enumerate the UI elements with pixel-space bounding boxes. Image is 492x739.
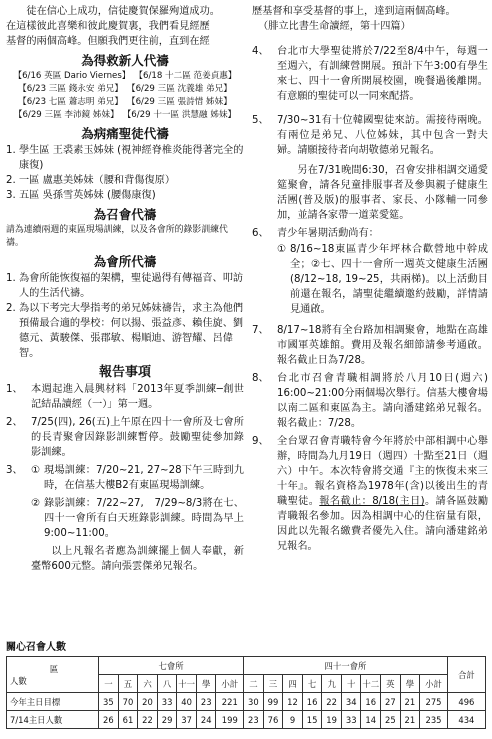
- salvation-item: 【6/16 英區 Dario Viernes】: [13, 71, 131, 81]
- report-tail: 以上凡報名者應為訓練擺上個人奉獻，新臺幣600元整。請向張雲傑弟兄報名。: [31, 546, 244, 572]
- report-item: 8、 台北市召會青職相調將於八月10日(週六) 16:00~21:00分兩個場次舉行。信基大樓會場以南二區和東區為主。請向潘建銘弟兄報名。報名截止：7/28。: [252, 373, 488, 429]
- salvation-list: [6, 70, 244, 122]
- table-cell: 14: [361, 711, 381, 729]
- halls-title: 為會所代禱: [93, 254, 157, 269]
- table-cell: 34: [341, 693, 361, 711]
- salvation-item: 【6/23 七區 蕭志明 弟兄】: [18, 97, 123, 107]
- salvation-item: 【6/29 三區 李沛鏡 姊妹】: [13, 110, 119, 120]
- table-cell: 12: [283, 693, 303, 711]
- report-sub-item: ② 錄影訓練：7/22~27, 7/29~8/3將在七、四十一會所有白天班錄影訓練。時間為早上9:00~11:00。: [31, 498, 244, 539]
- district-header: 三: [263, 675, 283, 693]
- report-sub-item: ① 現場訓練：7/20~21, 27~28下午三時到九時，在信基大樓B2有東區現場訓練。: [31, 465, 244, 491]
- salvation-title: 為得救新人代禱: [81, 53, 169, 68]
- table-cell: 21: [400, 693, 420, 711]
- table-cell: 33: [157, 693, 177, 711]
- report-sub-item: ① 8/16~18東區青少年坪林合歡營地中幹成全；②七、四十一會所一週英文健康生活團(8/12~18, 19~25，共兩梯)。以上活動目前還在報名，請聖徒繼續邀約鼓勵，詳情請見通啟。: [277, 244, 488, 315]
- report-item: 1、 本週起進入晨興材料「2013年夏季訓練─創世記結晶讀經（一）」第一週。: [6, 384, 244, 410]
- intro-line: 在這樣彼此喜樂和彼此慶賀裏，我們看見經歷: [6, 21, 210, 32]
- table-cell: 99: [263, 693, 283, 711]
- table-cell: 26: [99, 711, 119, 729]
- salvation-item: 【6/23 三區 錢永安 弟兄】: [18, 84, 123, 94]
- table-cell: 16: [361, 693, 381, 711]
- sick-title: 為病痛聖徒代禱: [81, 126, 169, 141]
- district-header: 八: [157, 675, 177, 693]
- halls-item: 1. 為會所能恢復福的架構，聖徒過得有傳福音、叩訪人的生活代禱。: [6, 273, 244, 299]
- district-header: 學: [400, 675, 420, 693]
- table-cell: 199: [216, 711, 244, 729]
- report-title: 報告事項: [98, 365, 151, 380]
- report-item: 9、 全台眾召會青職特會今年將於中部相調中心舉辦，時間為九月19日（週四）十點至21日（週六）中午。本次特會將交通『主的恢復未來三十年』。報名資格為1978年(含)以後出生的青職聖徒。報名截止：8/18(主日)。請各區鼓勵青職報名參加。因為相調中心的住宿量有限，因此以先報名繳費者優先入住。請向潘建銘弟兄報名。: [252, 436, 489, 552]
- table-corner: 區 人數: [7, 657, 99, 693]
- salvation-item: 【6/29 十一區 洪慧融 姊妹】: [122, 110, 237, 120]
- sick-item: 1. 學生區 王裘素玉姊妹 (視神經脊椎炎能得著完全的康復): [6, 145, 244, 171]
- halls-item: 2. 為以下考完大學指考的弟兄姊妹禱告，求主為他們預備最合適的學校：何以揚、張益彥、賴佳旋、劉德元、黃駿傑、張郡敏、楊順迪、游智耀、呂偉智。: [6, 303, 244, 359]
- district-header: 二: [244, 675, 264, 693]
- meeting-text: 請為連續兩週的東區現場訓練，以及各會所的錄影訓練代禱。: [6, 225, 228, 248]
- hall7-header: 七會所: [99, 657, 244, 675]
- district-header: 十一: [177, 675, 197, 693]
- right-column: [252, 4, 488, 557]
- total-header: 合計: [447, 657, 485, 693]
- table-cell: 15: [302, 711, 322, 729]
- row-label: 今年主日目標: [7, 693, 99, 711]
- table-cell: 22: [322, 693, 342, 711]
- table-cell: 23: [196, 693, 216, 711]
- intro-line: 徒在信心上成功，信徒慶賀保羅殉道成功。: [26, 6, 220, 17]
- table-cell: 70: [118, 693, 138, 711]
- table-cell: 23: [244, 711, 264, 729]
- table-cell: 30: [244, 693, 264, 711]
- table-cell: 496: [447, 693, 485, 711]
- table-cell: 22: [138, 711, 158, 729]
- district-header: 九: [322, 675, 342, 693]
- report-item: 7、 8/17~18將有全台路加相調聚會，地點在高雄市國軍英雄館。費用及報名細節請參考通啟。報名截止日為7/28。: [252, 325, 488, 366]
- table-cell: 235: [420, 711, 448, 729]
- report-item: 2、 7/25(四), 26(五)上午原在四十一會所及七會所的長青聚會因錄影訓練暫停。鼓勵聖徒參加錄影訓練。: [6, 417, 244, 458]
- intro-citation: （腓立比書生命讀經，第十四篇）: [258, 21, 411, 32]
- attendance-table: [6, 656, 486, 729]
- district-header: 英: [381, 675, 401, 693]
- sick-item: 3. 五區 吳孫雪英姊妹 (腰傷康復): [6, 190, 156, 201]
- table-cell: 275: [420, 693, 448, 711]
- district-header: 十二: [361, 675, 381, 693]
- table-cell: 29: [157, 711, 177, 729]
- deadline-underlined: 報名截止：8/18(主日): [319, 496, 425, 507]
- table-cell: 35: [99, 693, 119, 711]
- attendance-title: 關心召會人數: [6, 642, 66, 653]
- district-header: 七: [302, 675, 322, 693]
- intro-line: 基督的兩個高峰。但願我們更往前，直到在經: [6, 36, 210, 47]
- report-item: 5、 7/30~31有十位韓國聖徒來訪。需接待兩晚。有兩位是弟兄、八位姊妹，其中包含一對夫婦。請願接待者向胡敬德弟兄報名。 另在7/31晚間6:30，召會安排相調交通愛筵聚會，請各兒童排服事者及參與親子健康生活團(普及版)的服事者、家長、小隊輔一同參加，並請各家帶一道菜愛筵。: [252, 115, 488, 221]
- district-header: 學: [196, 675, 216, 693]
- left-column: [6, 4, 244, 577]
- table-cell: 27: [381, 693, 401, 711]
- intro-line: 歷基督和享受基督的事上，達到這兩個高峰。: [252, 6, 456, 17]
- district-header: 十: [341, 675, 361, 693]
- report-item: 3、 ① 現場訓練：7/20~21, 27~28下午三時到九時，在信基大樓B2有東區現場訓練。 ② 錄影訓練：7/22~27, 7/29~8/3將在七、四十一會所有白天班錄影訓練。時間為早上9:00~11:00。 以上凡報名者應為訓練擺上個人奉獻，新臺幣600元整。請向張雲傑弟兄報名。: [6, 465, 244, 572]
- table-cell: 25: [381, 711, 401, 729]
- district-header: 五: [118, 675, 138, 693]
- row-label: 7/14主日人數: [7, 711, 99, 729]
- report-item: 4、 台北市大學聖徒將於7/22至8/4中午，每週一至週六，有訓練營開展。預計下午3:00有學生來七、四十一會所開展校園，晚餐過後離開。有意願的聖徒可以一同來配搭。: [252, 46, 488, 102]
- district-header: 四: [283, 675, 303, 693]
- district-header: 六: [138, 675, 158, 693]
- table-cell: 21: [400, 711, 420, 729]
- table-cell: 20: [138, 693, 158, 711]
- table-cell: 24: [196, 711, 216, 729]
- meeting-title: 為召會代禱: [93, 207, 157, 222]
- table-cell: 16: [302, 693, 322, 711]
- table-row: [7, 711, 486, 729]
- table-cell: 33: [341, 711, 361, 729]
- table-cell: 61: [118, 711, 138, 729]
- table-cell: 434: [447, 711, 485, 729]
- district-header: 小計: [216, 675, 244, 693]
- district-header: 小計: [420, 675, 448, 693]
- sick-item: 2. 一區 盧惠美姊妹（腰和背傷復原）: [6, 175, 176, 186]
- table-cell: 221: [216, 693, 244, 711]
- table-cell: 37: [177, 711, 197, 729]
- salvation-item: 【6/29 三區 沈義雄 弟兄】: [127, 84, 232, 94]
- table-cell: 19: [322, 711, 342, 729]
- table-cell: 9: [283, 711, 303, 729]
- table-row: [7, 693, 486, 711]
- report-item: 6、 青少年暑期活動尚有： ① 8/16~18東區青少年坪林合歡營地中幹成全；②七、四十一會所一週英文健康生活團(8/12~18, 19~25，共兩梯)。以上活動目前還在報名，請聖徒繼續邀約鼓勵，詳情請見通啟。: [252, 228, 488, 315]
- table-cell: 40: [177, 693, 197, 711]
- salvation-item: 【6/18 十二區 范姜貞惠】: [134, 71, 237, 81]
- hall41-header: 四十一會所: [244, 657, 448, 675]
- district-header: 一: [99, 675, 119, 693]
- salvation-item: 【6/29 三區 張詩惜 姊妹】: [127, 97, 232, 107]
- table-cell: 76: [263, 711, 283, 729]
